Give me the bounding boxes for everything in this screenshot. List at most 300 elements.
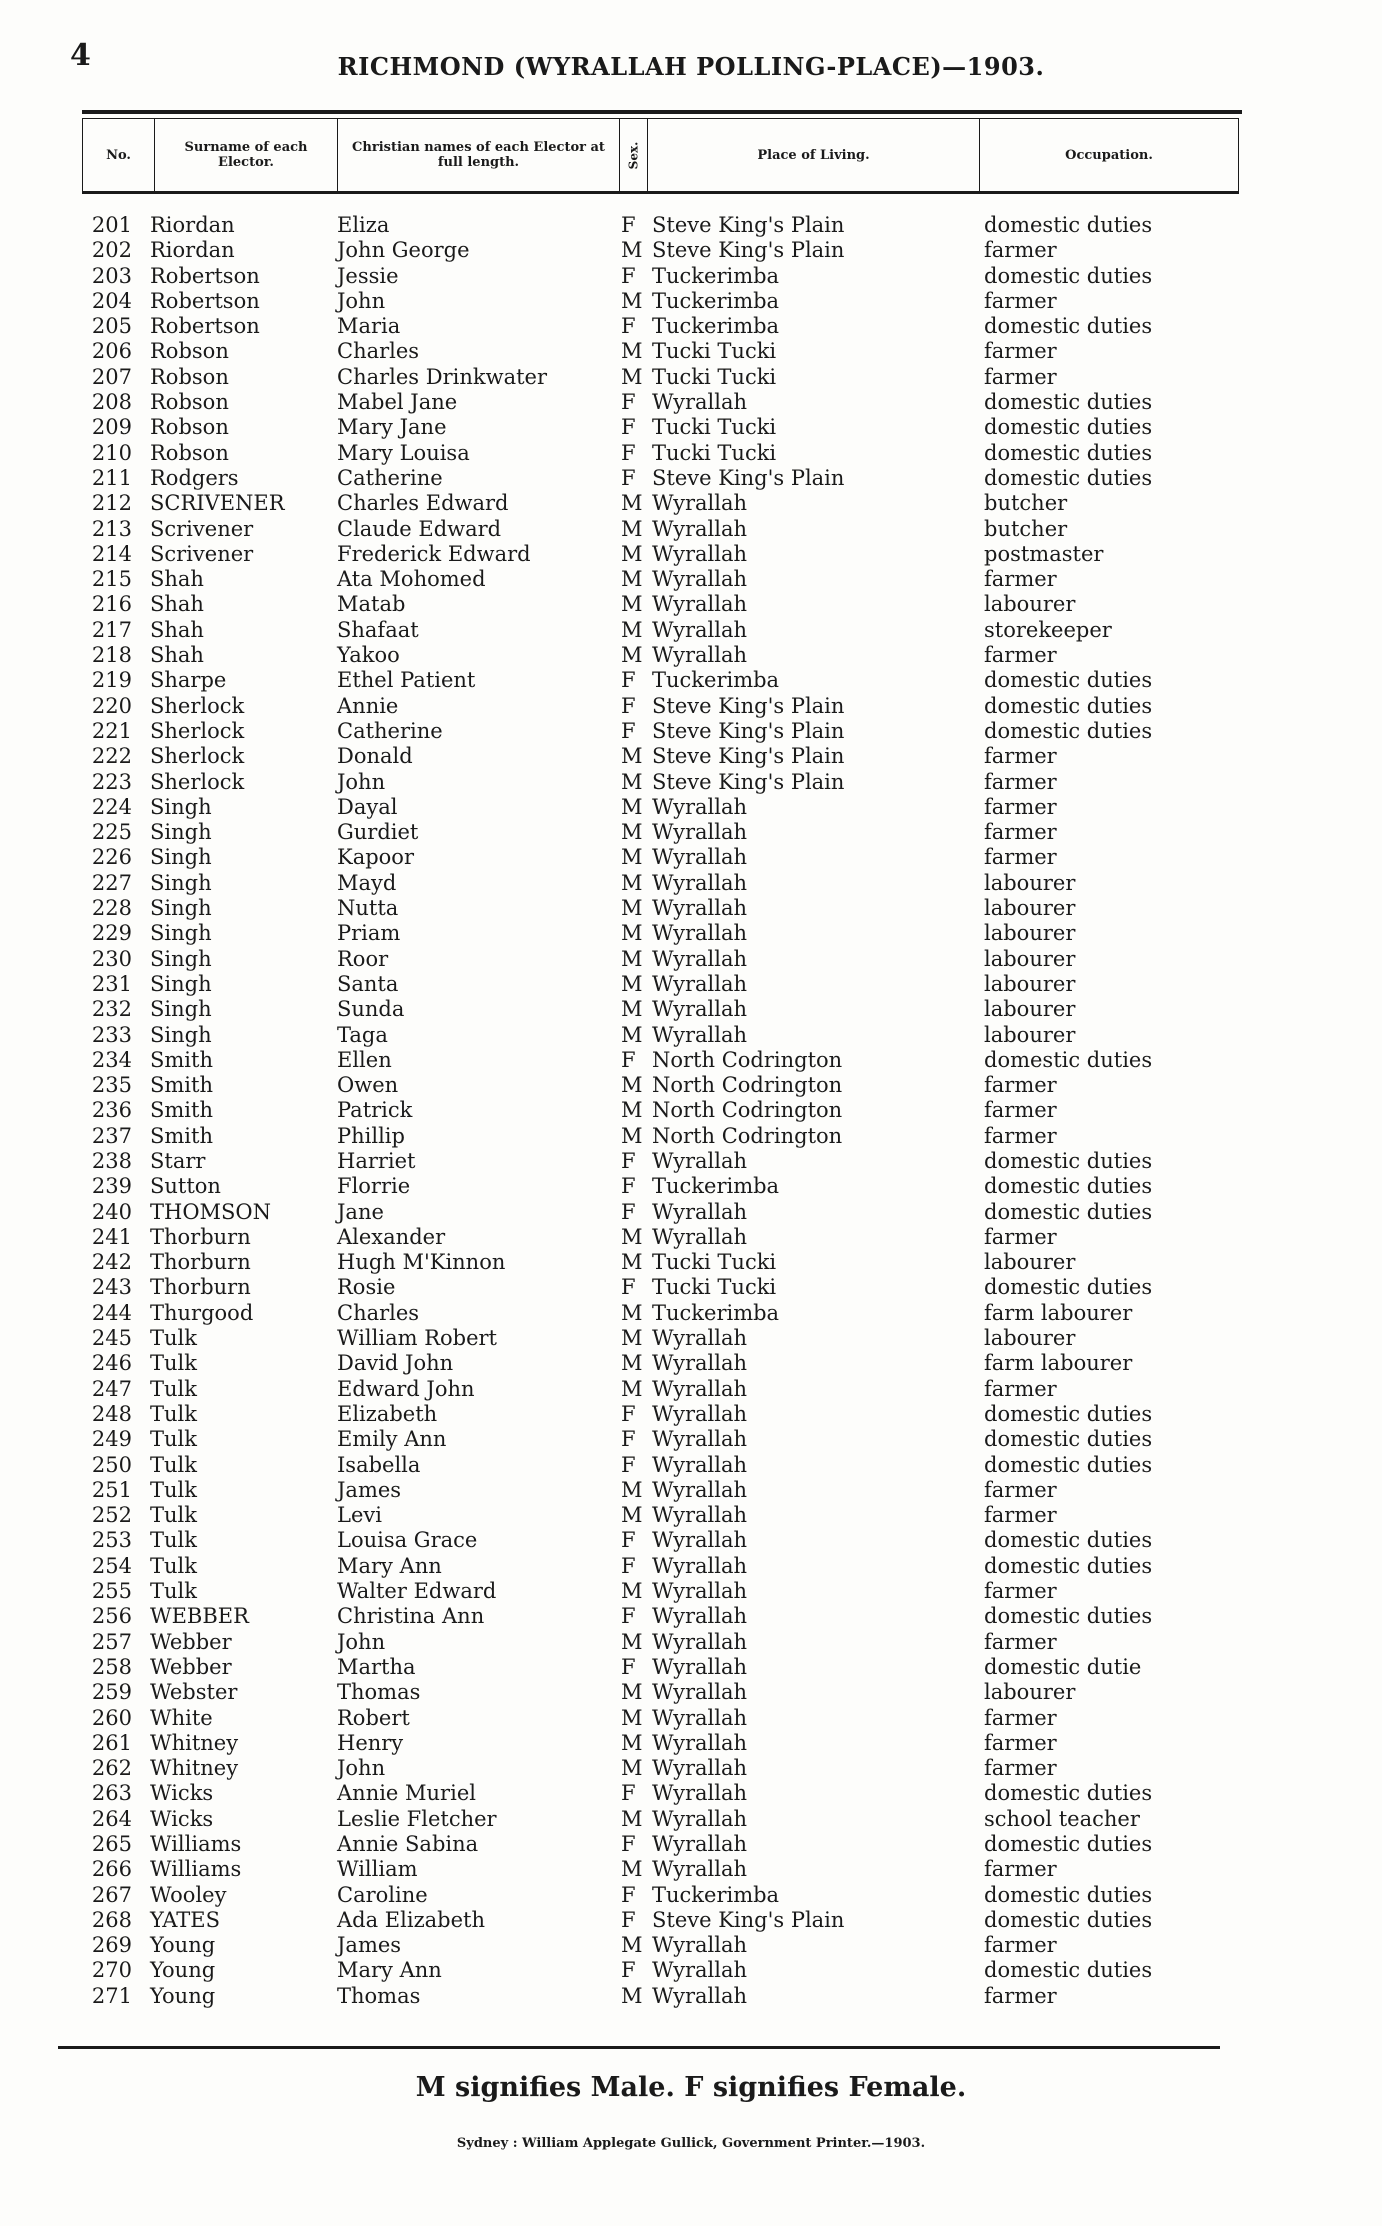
- elector-surname: Wooley: [150, 1882, 227, 1907]
- elector-occupation: domestic duties: [984, 390, 1153, 415]
- elector-number: 246: [91, 1351, 132, 1376]
- elector-christian-names: Rosie: [337, 1275, 396, 1300]
- elector-place: Wyrallah: [652, 946, 748, 971]
- elector-place: Tucki Tucki: [652, 339, 777, 364]
- elector-number: 253: [91, 1528, 132, 1553]
- elector-place: Steve King's Plain: [652, 1907, 845, 1932]
- elector-number: 261: [91, 1730, 132, 1755]
- elector-christian-names: William: [337, 1857, 418, 1882]
- elector-christian-names: Sunda: [337, 997, 405, 1022]
- elector-occupation: domestic duties: [984, 263, 1153, 288]
- elector-sex: F: [621, 668, 636, 693]
- elector-surname: Singh: [150, 1022, 212, 1047]
- table-row: [0, 1402, 1382, 1427]
- elector-sex: F: [621, 1958, 636, 1983]
- elector-place: Wyrallah: [652, 1983, 748, 2008]
- elector-christian-names: Mary Jane: [337, 415, 447, 440]
- elector-number: 243: [91, 1275, 132, 1300]
- table-row: [0, 1098, 1382, 1123]
- elector-surname: Webber: [150, 1629, 232, 1654]
- elector-place: Wyrallah: [652, 592, 748, 617]
- elector-sex: M: [621, 1579, 643, 1604]
- elector-number: 216: [91, 592, 132, 617]
- elector-number: 225: [91, 820, 132, 845]
- elector-number: 237: [91, 1123, 132, 1148]
- elector-surname: Singh: [150, 794, 212, 819]
- column-header-occupation: Occupation.: [1065, 147, 1153, 163]
- elector-occupation: farmer: [984, 794, 1057, 819]
- elector-occupation: labourer: [984, 1250, 1076, 1275]
- elector-sex: M: [621, 896, 643, 921]
- table-row: [0, 1478, 1382, 1503]
- elector-sex: M: [621, 744, 643, 769]
- table-row: [0, 643, 1382, 668]
- table-row: [0, 1427, 1382, 1452]
- elector-sex: M: [621, 946, 643, 971]
- elector-occupation: domestic duties: [984, 1427, 1153, 1452]
- elector-occupation: farmer: [984, 339, 1057, 364]
- elector-place: Steve King's Plain: [652, 744, 845, 769]
- table-row: [0, 1250, 1382, 1275]
- elector-occupation: domestic duties: [984, 465, 1153, 490]
- elector-place: Wyrallah: [652, 794, 748, 819]
- elector-occupation: farmer: [984, 1477, 1057, 1502]
- elector-number: 244: [91, 1300, 132, 1325]
- elector-surname: Smith: [150, 1073, 213, 1098]
- table-row: [0, 921, 1382, 946]
- elector-christian-names: Charles Drinkwater: [337, 364, 547, 389]
- elector-christian-names: Leslie Fletcher: [337, 1806, 497, 1831]
- elector-occupation: labourer: [984, 946, 1076, 971]
- elector-number: 241: [91, 1224, 132, 1249]
- elector-sex: M: [621, 769, 643, 794]
- table-row: [0, 213, 1382, 238]
- table-row: [0, 1807, 1382, 1832]
- elector-number: 214: [91, 541, 132, 566]
- elector-occupation: labourer: [984, 921, 1076, 946]
- table-row: [0, 1832, 1382, 1857]
- elector-place: Wyrallah: [652, 1629, 748, 1654]
- elector-number: 219: [91, 668, 132, 693]
- elector-christian-names: Phillip: [337, 1123, 405, 1148]
- elector-place: Tucki Tucki: [652, 1275, 777, 1300]
- table-row: [0, 441, 1382, 466]
- elector-number: 201: [91, 213, 132, 237]
- elector-place: North Codrington: [652, 1047, 843, 1072]
- elector-surname: Thorburn: [150, 1275, 251, 1300]
- elector-surname: Shah: [150, 592, 204, 617]
- elector-place: Wyrallah: [652, 1427, 748, 1452]
- elector-surname: Singh: [150, 845, 212, 870]
- elector-place: Wyrallah: [652, 1503, 748, 1528]
- table-row: [0, 1174, 1382, 1199]
- elector-sex: F: [621, 1907, 636, 1932]
- elector-sex: M: [621, 1123, 643, 1148]
- elector-sex: F: [621, 1047, 636, 1072]
- elector-number: 228: [91, 896, 132, 921]
- elector-surname: Thorburn: [150, 1250, 251, 1275]
- elector-number: 226: [91, 845, 132, 870]
- elector-sex: M: [621, 1857, 643, 1882]
- elector-place: Wyrallah: [652, 1199, 748, 1224]
- elector-sex: M: [621, 870, 643, 895]
- elector-occupation: labourer: [984, 1022, 1076, 1047]
- elector-christian-names: Thomas: [337, 1680, 421, 1705]
- elector-number: 213: [91, 516, 132, 541]
- elector-occupation: domestic duties: [984, 1528, 1153, 1553]
- elector-number: 251: [91, 1477, 132, 1502]
- elector-occupation: domestic duties: [984, 1907, 1153, 1932]
- elector-christian-names: Matab: [337, 592, 406, 617]
- elector-occupation: farm labourer: [984, 1300, 1133, 1325]
- elector-christian-names: Gurdiet: [337, 820, 419, 845]
- elector-place: Wyrallah: [652, 1579, 748, 1604]
- elector-sex: M: [621, 541, 643, 566]
- elector-sex: M: [621, 1756, 643, 1781]
- elector-number: 266: [91, 1857, 132, 1882]
- table-row: [0, 871, 1382, 896]
- elector-occupation: domestic duties: [984, 1148, 1153, 1173]
- table-row: [0, 744, 1382, 769]
- elector-christian-names: Dayal: [337, 794, 398, 819]
- table-row: [0, 770, 1382, 795]
- elector-surname: YATES: [150, 1907, 220, 1932]
- elector-christian-names: Charles Edward: [337, 491, 509, 516]
- elector-christian-names: Thomas: [337, 1983, 421, 2008]
- elector-sex: F: [621, 440, 636, 465]
- elector-surname: Sherlock: [150, 718, 245, 743]
- elector-occupation: labourer: [984, 971, 1076, 996]
- elector-occupation: butcher: [984, 491, 1068, 516]
- elector-sex: M: [621, 1326, 643, 1351]
- column-header-christian-names: Christian names of each Elector at full length.: [338, 119, 620, 191]
- elector-occupation: farmer: [984, 1730, 1057, 1755]
- elector-sex: M: [621, 592, 643, 617]
- elector-number: 210: [91, 440, 132, 465]
- elector-number: 220: [91, 693, 132, 718]
- column-header-sex: [620, 119, 648, 191]
- elector-place: Wyrallah: [652, 1401, 748, 1426]
- elector-number: 212: [91, 491, 132, 516]
- table-row: [0, 1883, 1382, 1908]
- elector-occupation: labourer: [984, 870, 1076, 895]
- elector-place: Wyrallah: [652, 971, 748, 996]
- elector-christian-names: Walter Edward: [337, 1579, 497, 1604]
- table-row: [0, 1933, 1382, 1958]
- elector-surname: Webber: [150, 1654, 232, 1679]
- table-row: [0, 390, 1382, 415]
- elector-surname: Tulk: [150, 1579, 197, 1604]
- elector-christian-names: Elizabeth: [337, 1401, 438, 1426]
- elector-sex: F: [621, 213, 636, 237]
- elector-number: 252: [91, 1503, 132, 1528]
- page-number: 4: [70, 38, 91, 73]
- elector-occupation: domestic duties: [984, 1401, 1153, 1426]
- elector-number: 258: [91, 1654, 132, 1679]
- elector-surname: Riordan: [150, 213, 235, 237]
- elector-place: Wyrallah: [652, 541, 748, 566]
- elector-surname: Tulk: [150, 1427, 197, 1452]
- table-row: [0, 1023, 1382, 1048]
- table-row: [0, 1301, 1382, 1326]
- column-header-sex-label: Sex.: [626, 141, 641, 169]
- elector-occupation: domestic duties: [984, 314, 1153, 339]
- table-row: [0, 997, 1382, 1022]
- elector-christian-names: Ada Elizabeth: [337, 1907, 485, 1932]
- elector-surname: Robson: [150, 364, 229, 389]
- elector-surname: Shah: [150, 617, 204, 642]
- elector-sex: M: [621, 1503, 643, 1528]
- elector-number: 262: [91, 1756, 132, 1781]
- elector-sex: F: [621, 1199, 636, 1224]
- elector-christian-names: Levi: [337, 1503, 382, 1528]
- elector-occupation: farm labourer: [984, 1351, 1133, 1376]
- elector-occupation: farmer: [984, 820, 1057, 845]
- elector-number: 250: [91, 1452, 132, 1477]
- elector-surname: Tulk: [150, 1376, 197, 1401]
- elector-occupation: farmer: [984, 1098, 1057, 1123]
- elector-place: Wyrallah: [652, 921, 748, 946]
- elector-occupation: farmer: [984, 1579, 1057, 1604]
- elector-sex: M: [621, 1022, 643, 1047]
- table-row: [0, 845, 1382, 870]
- elector-surname: Singh: [150, 971, 212, 996]
- elector-christian-names: John: [337, 1756, 386, 1781]
- elector-christian-names: John: [337, 1629, 386, 1654]
- elector-number: 204: [91, 288, 132, 313]
- table-row: [0, 365, 1382, 390]
- elector-christian-names: Jane: [337, 1199, 384, 1224]
- elector-number: 247: [91, 1376, 132, 1401]
- elector-surname: Scrivener: [150, 541, 254, 566]
- elector-occupation: farmer: [984, 744, 1057, 769]
- elector-place: North Codrington: [652, 1098, 843, 1123]
- elector-surname: THOMSON: [150, 1199, 272, 1224]
- elector-surname: Singh: [150, 896, 212, 921]
- elector-place: North Codrington: [652, 1073, 843, 1098]
- elector-occupation: butcher: [984, 516, 1068, 541]
- elector-occupation: farmer: [984, 845, 1057, 870]
- elector-place: Wyrallah: [652, 997, 748, 1022]
- elector-sex: F: [621, 390, 636, 415]
- elector-surname: Whitney: [150, 1730, 239, 1755]
- elector-occupation: labourer: [984, 997, 1076, 1022]
- elector-surname: Webster: [150, 1680, 238, 1705]
- elector-surname: SCRIVENER: [150, 491, 285, 516]
- elector-occupation: storekeeper: [984, 617, 1112, 642]
- elector-sex: F: [621, 1604, 636, 1629]
- elector-place: Wyrallah: [652, 617, 748, 642]
- elector-occupation: domestic duties: [984, 1958, 1153, 1983]
- table-row: [0, 1528, 1382, 1553]
- elector-christian-names: Catherine: [337, 465, 443, 490]
- table-row: [0, 1756, 1382, 1781]
- elector-christian-names: Santa: [337, 971, 399, 996]
- elector-sex: M: [621, 491, 643, 516]
- elector-occupation: domestic duties: [984, 693, 1153, 718]
- elector-sex: M: [621, 1300, 643, 1325]
- elector-occupation: farmer: [984, 1756, 1057, 1781]
- elector-number: 207: [91, 364, 132, 389]
- table-row: [0, 1680, 1382, 1705]
- elector-place: Tuckerimba: [652, 288, 780, 313]
- elector-surname: Tulk: [150, 1326, 197, 1351]
- table-row: [0, 264, 1382, 289]
- elector-surname: Tulk: [150, 1452, 197, 1477]
- elector-sex: M: [621, 1629, 643, 1654]
- elector-christian-names: Claude Edward: [337, 516, 502, 541]
- table-row: [0, 466, 1382, 491]
- elector-place: Wyrallah: [652, 1224, 748, 1249]
- elector-sex: F: [621, 263, 636, 288]
- elector-surname: Tulk: [150, 1528, 197, 1553]
- elector-place: Wyrallah: [652, 1528, 748, 1553]
- elector-surname: Sherlock: [150, 769, 245, 794]
- elector-place: Wyrallah: [652, 845, 748, 870]
- column-header-surname: Surname of each Elector.: [155, 119, 338, 191]
- column-header-no: No.: [83, 119, 155, 191]
- elector-surname: Thorburn: [150, 1224, 251, 1249]
- elector-number: 231: [91, 971, 132, 996]
- elector-surname: Robertson: [150, 314, 260, 339]
- elector-surname: Robson: [150, 415, 229, 440]
- table-row: [0, 972, 1382, 997]
- elector-place: Wyrallah: [652, 1477, 748, 1502]
- elector-christian-names: Charles: [337, 339, 420, 364]
- elector-surname: Robertson: [150, 263, 260, 288]
- elector-christian-names: Mayd: [337, 870, 397, 895]
- elector-surname: Tulk: [150, 1503, 197, 1528]
- elector-christian-names: Jessie: [337, 263, 399, 288]
- elector-christian-names: Frederick Edward: [337, 541, 531, 566]
- elector-surname: Shah: [150, 567, 204, 592]
- elector-christian-names: Ata Mohomed: [337, 567, 486, 592]
- elector-number: 254: [91, 1553, 132, 1578]
- elector-christian-names: William Robert: [337, 1326, 497, 1351]
- elector-surname: Robson: [150, 339, 229, 364]
- elector-sex: M: [621, 971, 643, 996]
- elector-sex: M: [621, 997, 643, 1022]
- elector-place: Tucki Tucki: [652, 415, 777, 440]
- table-row: [0, 314, 1382, 339]
- elector-number: 259: [91, 1680, 132, 1705]
- table-row: [0, 1149, 1382, 1174]
- elector-christian-names: Catherine: [337, 718, 443, 743]
- table-row: [0, 592, 1382, 617]
- elector-occupation: domestic duties: [984, 1199, 1153, 1224]
- elector-number: 208: [91, 390, 132, 415]
- elector-surname: Young: [150, 1933, 216, 1958]
- elector-surname: Williams: [150, 1832, 242, 1856]
- elector-sex: M: [621, 1806, 643, 1831]
- elector-sex: F: [621, 1401, 636, 1426]
- elector-number: 205: [91, 314, 132, 339]
- elector-occupation: domestic duties: [984, 213, 1153, 237]
- elector-number: 240: [91, 1199, 132, 1224]
- elector-place: Wyrallah: [652, 1730, 748, 1755]
- elector-sex: F: [621, 1654, 636, 1679]
- elector-surname: Singh: [150, 921, 212, 946]
- elector-occupation: farmer: [984, 1376, 1057, 1401]
- elector-number: 267: [91, 1882, 132, 1907]
- elector-place: Wyrallah: [652, 491, 748, 516]
- elector-surname: WEBBER: [150, 1604, 249, 1629]
- elector-christian-names: Edward John: [337, 1376, 475, 1401]
- elector-number: 206: [91, 339, 132, 364]
- elector-surname: Tulk: [150, 1553, 197, 1578]
- elector-occupation: farmer: [984, 1857, 1057, 1882]
- elector-place: Wyrallah: [652, 1806, 748, 1831]
- elector-number: 234: [91, 1047, 132, 1072]
- elector-place: Wyrallah: [652, 1933, 748, 1958]
- elector-number: 245: [91, 1326, 132, 1351]
- elector-sex: M: [621, 1376, 643, 1401]
- printer-imprint: Sydney : William Applegate Gullick, Government Printer.—1903.: [456, 2136, 926, 2151]
- elector-surname: Rodgers: [150, 465, 239, 490]
- elector-sex: M: [621, 1705, 643, 1730]
- elector-surname: Young: [150, 1983, 216, 2008]
- table-row: [0, 415, 1382, 440]
- elector-sex: F: [621, 1528, 636, 1553]
- elector-number: 265: [91, 1832, 132, 1856]
- elector-number: 209: [91, 415, 132, 440]
- elector-place: Tucki Tucki: [652, 440, 777, 465]
- elector-occupation: farmer: [984, 1224, 1057, 1249]
- table-row: [0, 339, 1382, 364]
- elector-place: Tuckerimba: [652, 263, 780, 288]
- elector-place: Wyrallah: [652, 1553, 748, 1578]
- table-row: [0, 517, 1382, 542]
- table-row: [0, 1073, 1382, 1098]
- elector-occupation: labourer: [984, 1680, 1076, 1705]
- elector-christian-names: Kapoor: [337, 845, 414, 870]
- elector-christian-names: Emily Ann: [337, 1427, 447, 1452]
- table-row: [0, 1857, 1382, 1882]
- elector-occupation: labourer: [984, 1326, 1076, 1351]
- elector-place: Tucki Tucki: [652, 364, 777, 389]
- elector-christian-names: Maria: [337, 314, 401, 339]
- elector-place: Tuckerimba: [652, 1300, 780, 1325]
- elector-number: 248: [91, 1401, 132, 1426]
- elector-sex: M: [621, 643, 643, 668]
- elector-sex: F: [621, 1832, 636, 1856]
- elector-number: 215: [91, 567, 132, 592]
- elector-sex: M: [621, 1098, 643, 1123]
- elector-surname: Scrivener: [150, 516, 254, 541]
- elector-christian-names: Ethel Patient: [337, 668, 476, 693]
- elector-occupation: farmer: [984, 567, 1057, 592]
- elector-christian-names: Priam: [337, 921, 401, 946]
- elector-occupation: domestic duties: [984, 1275, 1153, 1300]
- elector-sex: M: [621, 1983, 643, 2008]
- elector-christian-names: Yakoo: [337, 643, 400, 668]
- elector-sex: F: [621, 1882, 636, 1907]
- elector-sex: M: [621, 364, 643, 389]
- elector-number: 229: [91, 921, 132, 946]
- elector-christian-names: Robert: [337, 1705, 410, 1730]
- elector-occupation: postmaster: [984, 541, 1104, 566]
- elector-occupation: domestic duties: [984, 1882, 1153, 1907]
- elector-place: Steve King's Plain: [652, 693, 845, 718]
- elector-number: 211: [91, 465, 132, 490]
- elector-occupation: farmer: [984, 1073, 1057, 1098]
- elector-surname: Whitney: [150, 1756, 239, 1781]
- elector-place: Tucki Tucki: [652, 1250, 777, 1275]
- elector-occupation: domestic duties: [984, 718, 1153, 743]
- elector-place: Wyrallah: [652, 1857, 748, 1882]
- elector-occupation: domestic duties: [984, 1553, 1153, 1578]
- elector-number: 255: [91, 1579, 132, 1604]
